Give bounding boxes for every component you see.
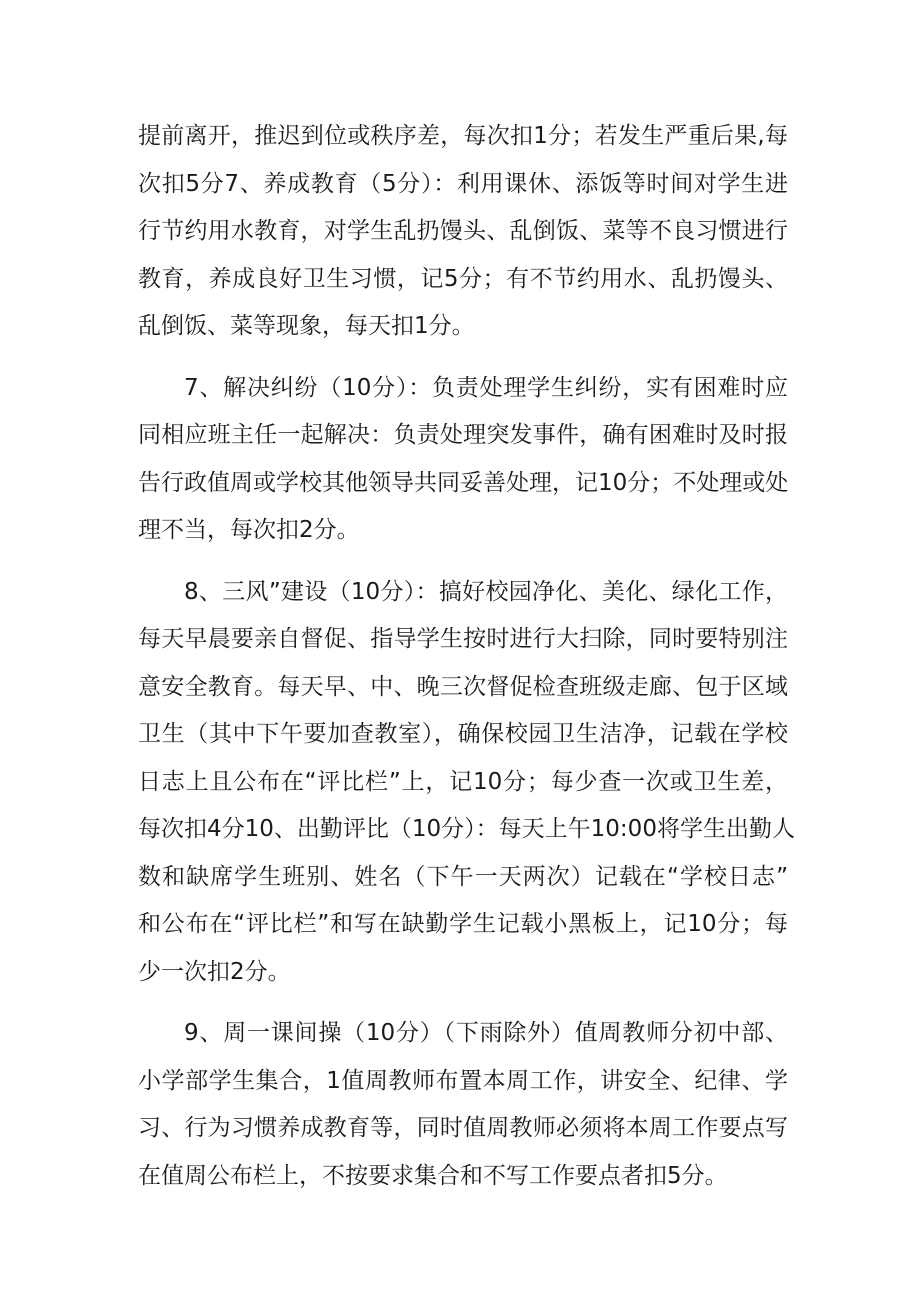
- text-line: 每次扣4分10、出勤评比（10分）：每天上午10:00将学生出勤人: [138, 816, 795, 842]
- paragraph-item-7: [138, 365, 788, 555]
- paragraph-continuation: [138, 113, 788, 351]
- text-line: 每天早晨要亲自督促、指导学生按时进行大扫除，同时要特别注: [138, 626, 788, 652]
- text-line: 和公布在“评比栏”和写在缺勤学生记载小黑板上，记10分；每: [138, 911, 788, 937]
- paragraph-item-8: [138, 569, 795, 997]
- text-line: 少一次扣2分。: [138, 958, 291, 985]
- text-line: 小学部学生集合，1值周教师布置本周工作，讲安全、纪律、学: [138, 1067, 788, 1094]
- text-line: 理不当，每次扣2分。: [138, 517, 360, 543]
- text-line: 日志上且公布在“评比栏”上，记10分；每少查一次或卫生差，: [138, 768, 788, 795]
- paragraph-item-9: [138, 1010, 788, 1200]
- text-line: 7、解决纠纷（10分）：负责处理学生纠纷，实有困难时应: [184, 374, 788, 401]
- text-line: 次扣5分7、养成教育（5分）：利用课休、添饭等时间对学生进: [138, 170, 788, 197]
- text-line: 行节约用水教育，对学生乱扔馒头、乱倒饭、菜等不良习惯进行: [138, 218, 788, 244]
- text-line: 9、周一课间操（10分）（下雨除外）值周教师分初中部、: [184, 1020, 788, 1046]
- text-line: 告行政值周或学校其他领导共同妥善处理，记10分；不处理或处: [138, 469, 789, 496]
- text-line: 习、行为习惯养成教育等，同时值周教师必须将本周工作要点写: [138, 1115, 788, 1141]
- text-line: 8、三风”建设（10分）：搞好校园净化、美化、绿化工作，: [184, 578, 788, 605]
- text-line: 教育，养成良好卫生习惯，记5分；有不节约用水、乱扔馒头、: [138, 265, 788, 292]
- text-line: 意安全教育。每天早、中、晚三次督促检查班级走廊、包于区域: [138, 673, 788, 700]
- text-line: 卫生（其中下午要加查教室），确保校园卫生洁净，记载在学校: [138, 721, 788, 747]
- text-line: 数和缺席学生班别、姓名（下午一天两次）记载在“学校日志”: [138, 863, 788, 890]
- document-body: [138, 113, 795, 1214]
- text-line: 提前离开，推迟到位或秩序差，每次扣1分；若发生严重后果,每: [138, 123, 788, 149]
- text-line: 乱倒饭、菜等现象，每天扣1分。: [138, 313, 475, 339]
- text-line: 在值周公布栏上，不按要求集合和不写工作要点者扣5分。: [138, 1162, 728, 1189]
- text-line: 同相应班主任一起解决：负责处理突发事件，确有困难时及时报: [138, 422, 788, 448]
